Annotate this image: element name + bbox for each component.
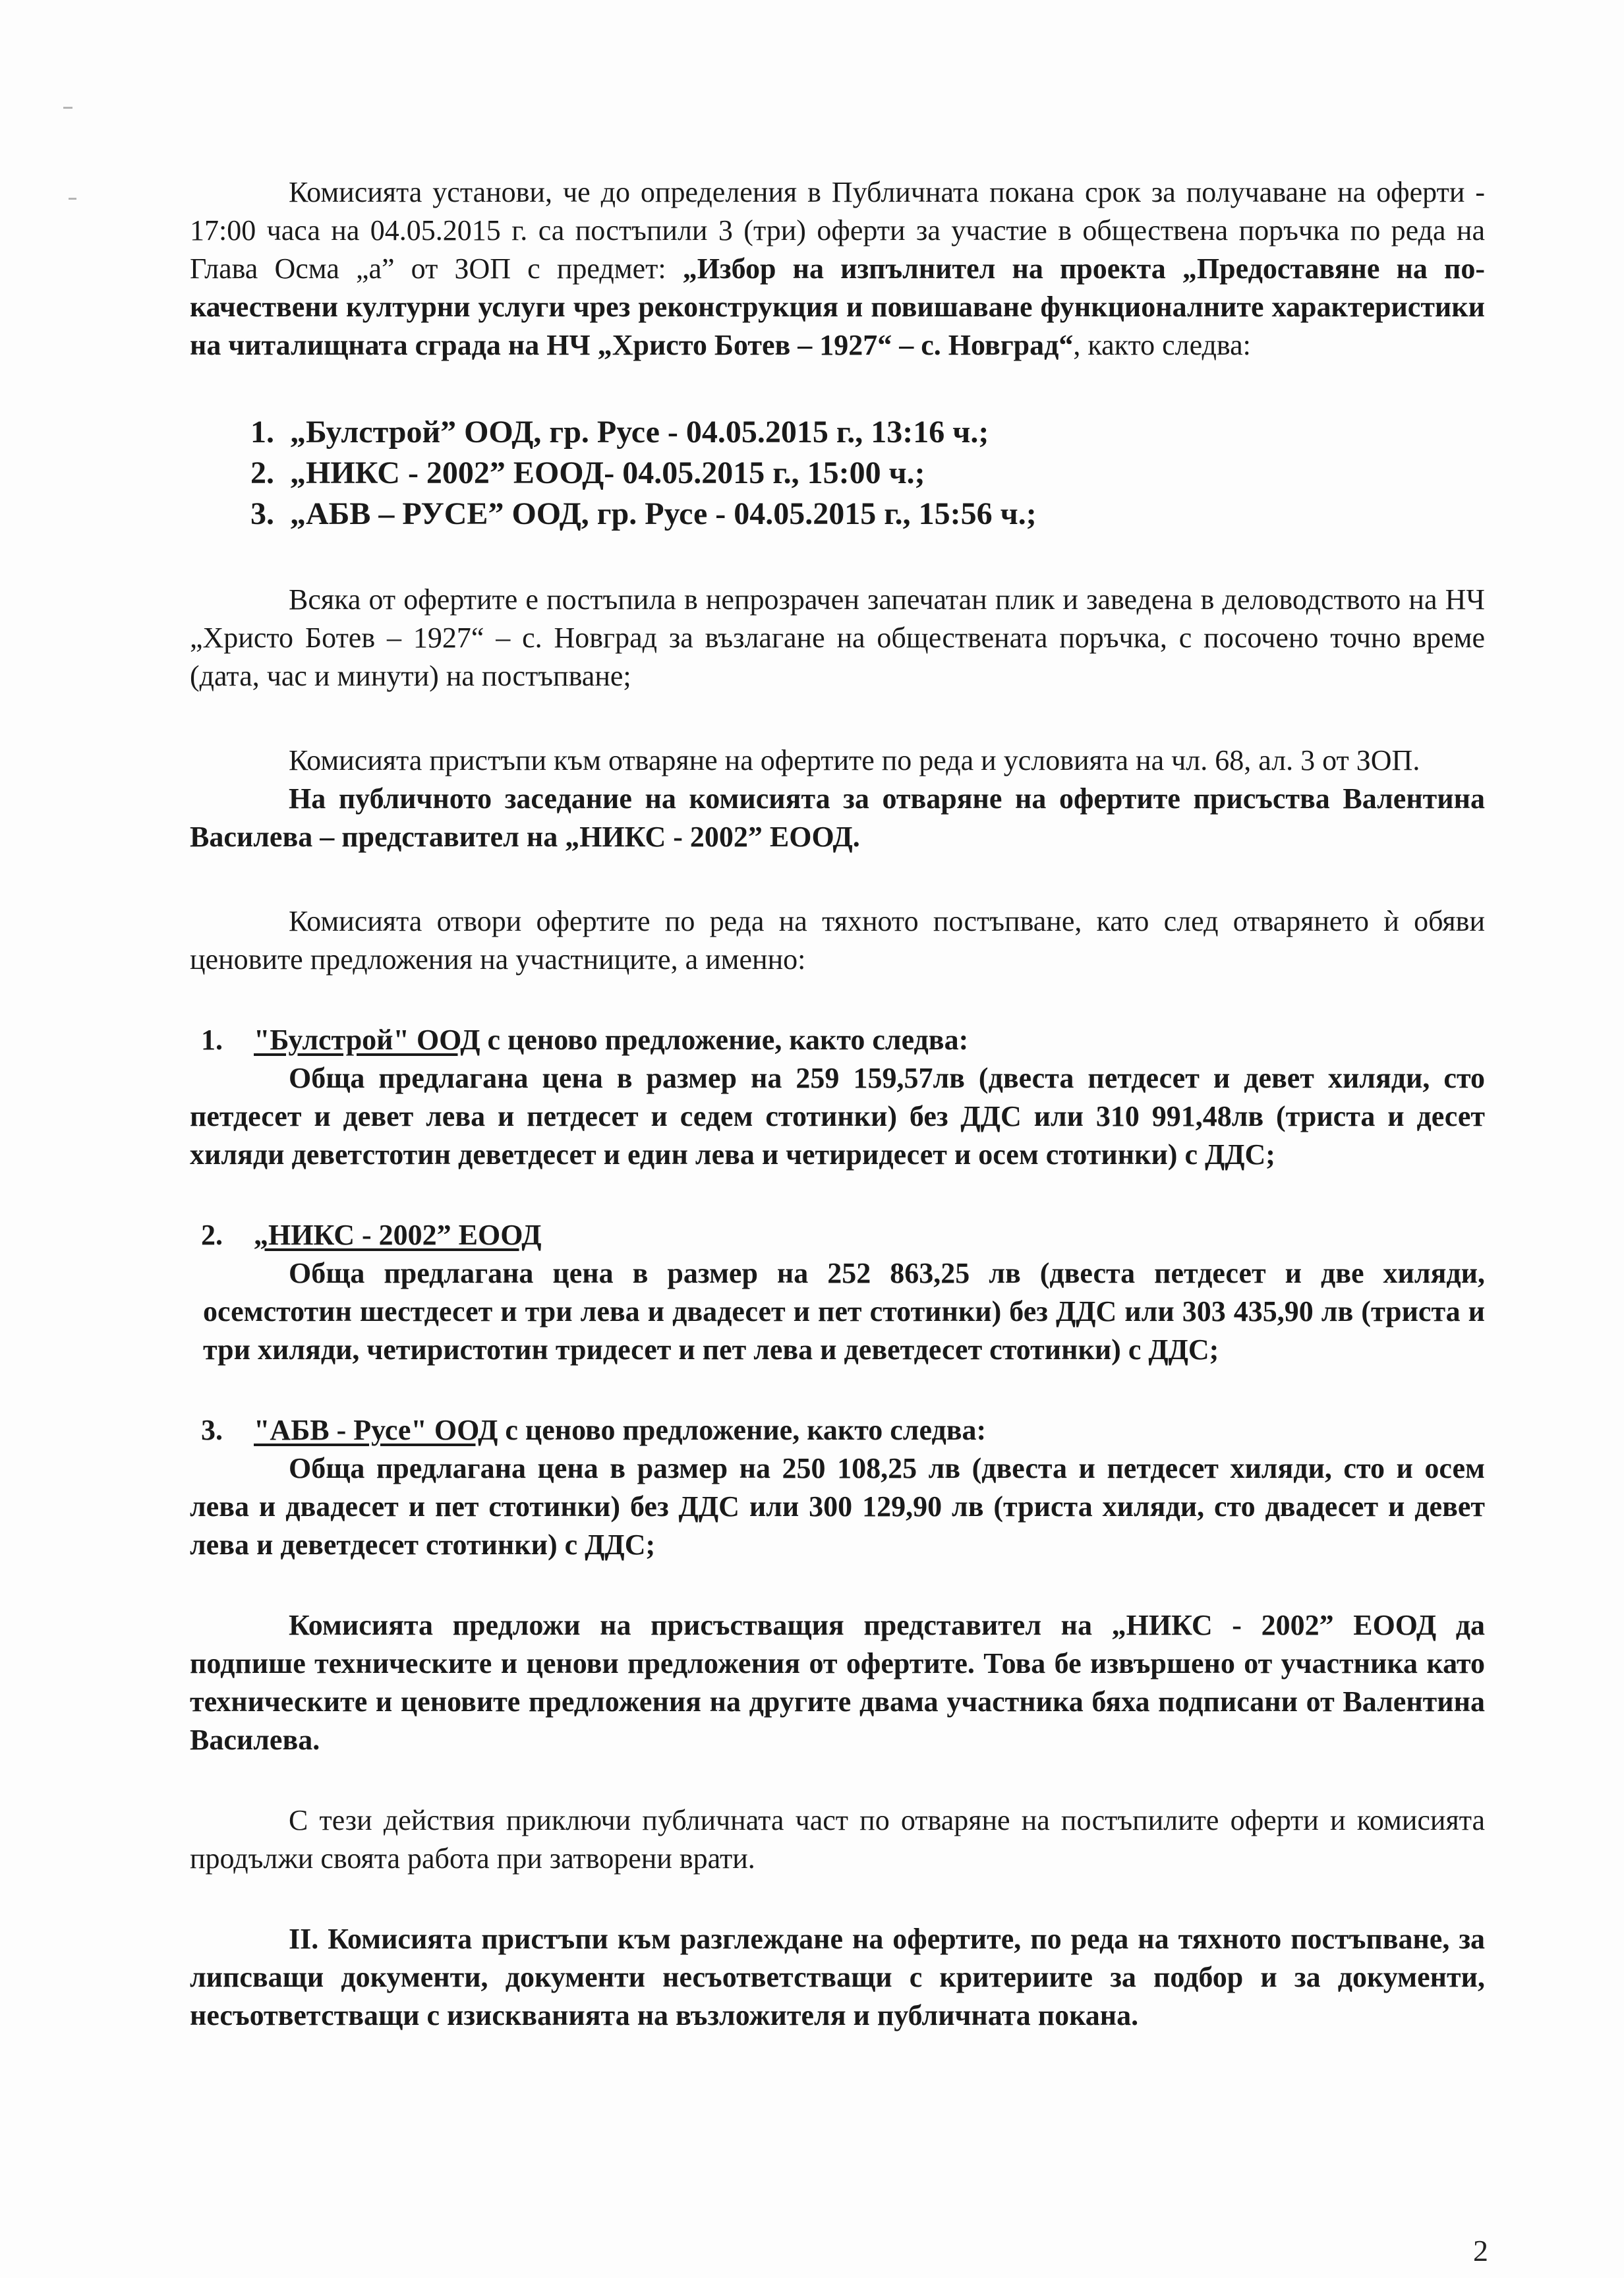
closing-paragraph: С тези действия приключи публичната част по отваряне на постъпилите оферти и комисията продължи своята работа при затворени врати. [190,1804,1485,1875]
received-offer-number: 3. [250,496,274,531]
opening-paragraph: Комисията пристъпи към отваряне на офертите по реда и условията на чл. 68, ал. 3 от ЗОП. [289,744,1420,776]
price-offer-block [190,1411,1485,1564]
received-offer-number: 2. [250,455,274,490]
signing-paragraph: Комисията предложи на присъстващия представител на „НИКС - 2002” ЕООД да подпише техническите и ценови предложения от офертите. Това бе извършено от участника като техническите и ценовите предложения на другите двама участника бяха подписани от Валентина Василева. [190,1609,1485,1756]
price-offer-text: Обща предлагана цена в размер на 259 159,57лв (двеста петдесет и девет хиляди, сто петдесет и девет лева и петдесет и седем стотинки) без ДДС или 310 991,48лв (триста и десет хиляди деветстотин деветдесет и един лева и четиридесет и осем стотинки) с ДДС; [190,1062,1485,1171]
price-offer-company: "Булстрой" ООД [254,1024,480,1056]
intro-paragraph [190,173,1485,365]
price-offer-heading [190,1021,1485,1059]
intro-text-end: , както следва: [1073,329,1251,361]
price-offer-text: Обща предлагана цена в размер на 252 863,25 лв (двеста петдесет и две хиляди, осемстотин шестдесет и три лева и двадесет и пет стотинки) без ДДС или 303 435,90 лв (триста и три хиляди, четиристотин тридесет и пет лева и деветдесет стотинки) с ДДС; [203,1257,1485,1366]
price-offer-suffix: с ценово предложение, както следва: [480,1024,969,1056]
price-offer-number: 3. [201,1414,223,1446]
attendance-paragraph: На публичното заседание на комисията за отваряне на офертите присъства Валентина Василева – представител на „НИКС - 2002” ЕООД. [190,782,1485,853]
price-offer-suffix: с ценово предложение, както следва: [498,1414,987,1446]
envelopes-paragraph: Всяка от офертите е постъпила в непрозрачен запечатан плик и заведена в деловодството на НЧ „Христо Ботев – 1927“ – с. Новград за възлагане на обществената поръчка, с посочено точно време (дата, час и минути) на постъпване; [190,583,1485,692]
prices-intro-paragraph: Комисията отвори офертите по реда на тяхното постъпване, като след отварянето ѝ обяви ценовите предложения на участниците, а именно: [190,905,1485,976]
price-offer-company: „НИКС - 2002” ЕООД [254,1219,542,1251]
received-offer-text: „Булстрой” ООД, гр. Русе - 04.05.2015 г., 13:16 ч.; [290,415,989,450]
scan-artifact-mark [69,198,76,200]
intro-text-start: Комисията установи, че до определения в Публичната покана срок за получаване на оферти - 17:00 часа на 04.05.2015 г. са постъпили 3 (три) оферти за участие в обществена поръчка по реда на Глава Осма „а” от ЗОП с предмет: [190,176,1485,285]
price-offer-number: 1. [201,1024,223,1056]
section-two-paragraph: II. Комисията пристъпи към разглеждане на офертите, по реда на тяхното постъпване, за липсващи документи, документи несъответстващи с критериите за подбор и за документи, несъответстващи с изискванията на възложителя и публичната покана. [190,1923,1485,2031]
received-offer-item [250,453,1485,494]
received-offer-text: „НИКС - 2002” ЕООД- 04.05.2015 г., 15:00 ч.; [290,455,925,490]
received-offer-item [250,494,1485,535]
received-offers-list [190,412,1485,535]
received-offer-item [250,412,1485,453]
price-offer-company: "АБВ - Русе" ООД [254,1414,498,1446]
price-offer-heading [190,1216,1485,1254]
price-offer-block [190,1216,1485,1369]
price-offer-number: 2. [201,1219,223,1251]
scan-artifact-mark [63,107,72,109]
price-offer-heading [190,1411,1485,1449]
page-number: 2 [1473,2234,1488,2267]
received-offer-number: 1. [250,415,274,450]
price-offer-text: Обща предлагана цена в размер на 250 108,25 лв (двеста и петдесет хиляди, сто и осем лева и двадесет и пет стотинки) без ДДС или 300 129,90 лв (триста хиляди, сто двадесет и девет лева и деветдесет стотинки) с ДДС; [190,1452,1485,1561]
procurement-subject: „Избор на изпълнител на проекта „Предоставяне на по-качествени културни услуги чрез реконструкция и повишаване функционалните характеристики на читалищната сграда на НЧ „Христо Ботев – 1927“ – с. Новград“ [190,252,1485,361]
document-body [190,0,1485,2035]
price-offer-block [190,1021,1485,1174]
received-offer-text: „АБВ – РУСЕ” ООД, гр. Русе - 04.05.2015 г., 15:56 ч.; [290,496,1037,531]
